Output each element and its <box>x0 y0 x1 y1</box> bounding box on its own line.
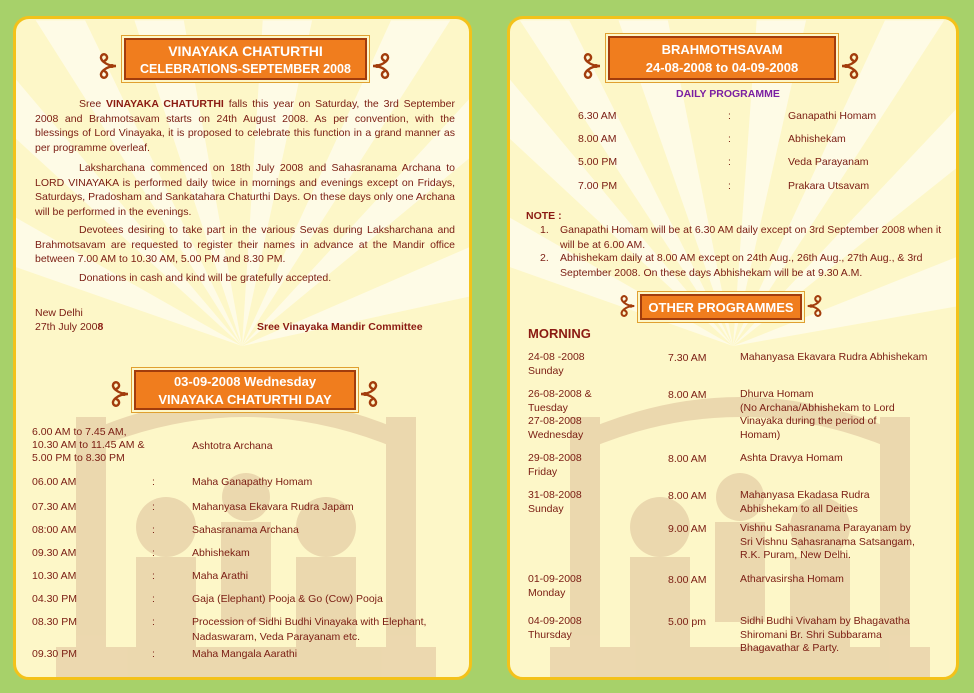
daily-separator: : <box>728 110 731 122</box>
programme-time: 7.30 AM <box>668 352 707 364</box>
programme-event: Mahanyasa Ekadasa Rudra Abhishekam to all Deities <box>740 489 870 515</box>
daily-time: 5.00 PM <box>578 156 618 168</box>
programme-time: 5.00 pm <box>668 616 706 628</box>
programme-event: Atharvasirsha Homam <box>740 573 844 585</box>
archana-time: 6.00 AM to 7.45 AM, 10.30 AM to 11.45 AM & 5.00 PM to 8.30 PM <box>32 426 145 464</box>
daily-separator: : <box>728 156 731 168</box>
programme-date: 31-08-2008 Sunday <box>528 489 582 515</box>
schedule-event: Mahanyasa Ekavara Rudra Japam <box>192 501 354 513</box>
archana-event: Ashtotra Archana <box>192 440 273 452</box>
daily-event: Abhishekam <box>788 133 846 145</box>
schedule-separator: : <box>152 476 155 488</box>
letter-date-text: 27th July 200 <box>35 321 98 333</box>
intro-text-post: falls this year on Saturday, the 3rd September 2008 and Brahmotsavam starts on 24th August 2008. As per convention, with the blessings of Lord Vinayaka, it is proposed to celebrate this function in a grand manner as per programme overleaf. <box>35 98 455 154</box>
schedule-time: 06.00 AM <box>32 476 77 488</box>
right-panel <box>507 16 959 680</box>
schedule-event: Gaja (Elephant) Pooja & Go (Cow) Pooja <box>192 593 383 605</box>
programme-time: 8.00 AM <box>668 490 707 502</box>
swirl-ornament-right-icon <box>806 295 828 317</box>
schedule-event: Abhishekam <box>192 547 250 559</box>
banner-title: VINAYAKA CHATURTHI <box>168 43 323 59</box>
schedule-separator: : <box>152 616 155 628</box>
schedule-event: Maha Mangala Aarathi <box>192 648 298 660</box>
daily-separator: : <box>728 180 731 192</box>
schedule-separator: : <box>152 648 155 660</box>
programme-time: 8.00 AM <box>668 453 707 465</box>
schedule-time: 07.30 AM <box>32 501 77 513</box>
swirl-ornament-left-icon <box>614 295 636 317</box>
daily-event: Veda Parayanam <box>788 156 869 168</box>
programme-event: Dhurva Homam (No Archana/Abhishekam to Lord Vinayaka during the period of Homam) <box>740 388 895 441</box>
programme-time: 8.00 AM <box>668 389 707 401</box>
daily-separator: : <box>728 133 731 145</box>
daily-time: 6.30 AM <box>578 110 617 122</box>
swirl-ornament-right-icon <box>359 381 385 407</box>
letter-date-bold: 8 <box>97 321 104 333</box>
schedule-event: Maha Arathi <box>192 570 249 582</box>
programme-date: 01-09-2008 Monday <box>528 573 582 599</box>
schedule-separator: : <box>152 570 155 582</box>
programme-date: 26-08-2008 & Tuesday 27-08-2008 Wednesday <box>528 388 592 441</box>
swirl-ornament-right-icon <box>371 53 397 79</box>
note-text: Abhishekam daily at 8.00 AM except on 24th Aug., 26th Aug., 27th Aug., & 3rd September 2008. On these days Abhishekam will be at 9.30 A.M. <box>560 252 923 279</box>
swirl-ornament-right-icon <box>840 53 866 79</box>
schedule-separator: : <box>152 524 155 536</box>
left-panel <box>13 16 472 680</box>
letter-date <box>35 320 103 335</box>
note-label: NOTE : <box>526 210 562 222</box>
other-programmes-banner: OTHER PROGRAMMES <box>640 294 802 320</box>
celebrations-banner <box>124 38 367 80</box>
note-number: 1. <box>540 224 549 236</box>
banner-subtitle: 24-08-2008 to 04-09-2008 <box>645 60 799 75</box>
schedule-time: 04.30 PM <box>32 593 77 605</box>
daily-programme-title: DAILY PROGRAMME <box>676 88 780 100</box>
laksharchana-paragraph: Laksharchana commenced on 18th July 2008 and Sahasranama Archana to LORD VINAYAKA is performed daily twice in mornings and evenings except on Fridays, Saturdays, Pradosham and Sankatahara Chaturthi Days. On these days only one Archana will be performed in the evenings. <box>35 162 455 218</box>
schedule-event: Sahasranama Archana <box>192 524 299 536</box>
schedule-event: Maha Ganapathy Homam <box>192 476 313 488</box>
programme-event: Vishnu Sahasranama Parayanam by Sri Vishnu Sahasranama Satsangam, R.K. Puram, New Delhi. <box>740 522 915 561</box>
daily-event: Ganapathi Homam <box>788 110 877 122</box>
banner-title: BRAHMOTHSAVAM <box>661 42 783 57</box>
schedule-time: 08.30 PM <box>32 616 77 628</box>
schedule-time: 09.30 AM <box>32 547 77 559</box>
programme-time: 9.00 AM <box>668 523 707 535</box>
swirl-ornament-left-icon <box>576 53 602 79</box>
intro-text-pre: Sree <box>79 98 107 110</box>
morning-heading: MORNING <box>528 326 591 341</box>
schedule-separator: : <box>152 547 155 559</box>
schedule-separator: : <box>152 593 155 605</box>
donations-paragraph: Donations in cash and kind will be gratefully accepted. <box>79 272 332 284</box>
banner-subtitle: CELEBRATIONS-SEPTEMBER 2008 <box>140 62 351 76</box>
swirl-ornament-left-icon <box>92 53 118 79</box>
schedule-time: 10.30 AM <box>32 570 77 582</box>
signature: Sree Vinayaka Mandir Committee <box>257 321 423 333</box>
chaturthi-day-banner <box>134 370 356 410</box>
devotees-paragraph: Devotees desiring to take part in the various Sevas during Laksharchana and Brahmotsavam are requested to register their names in advance at the Mandir office between 7.00 AM to 10.30 AM, 5.00 PM and 8.30 PM. <box>35 224 455 265</box>
intro-text-bold: VINAYAKA CHATURTHI <box>106 98 224 110</box>
programme-date: 04-09-2008 Thursday <box>528 615 582 641</box>
programme-date: 29-08-2008 Friday <box>528 452 582 478</box>
schedule-time: 08:00 AM <box>32 524 77 536</box>
banner-title: 03-09-2008 Wednesday <box>173 374 317 389</box>
programme-event: Mahanyasa Ekavara Rudra Abhishekam <box>740 351 928 363</box>
daily-time: 7.00 PM <box>578 180 618 192</box>
place: New Delhi <box>35 307 83 319</box>
note-number: 2. <box>540 252 549 264</box>
schedule-event: Procession of Sidhi Budhi Vinayaka with Elephant, Nadaswaram, Veda Parayanam etc. <box>192 616 427 643</box>
schedule-separator: : <box>152 501 155 513</box>
programme-event: Ashta Dravya Homam <box>740 452 843 464</box>
daily-event: Prakara Utsavam <box>788 180 870 192</box>
intro-paragraph <box>35 97 455 155</box>
banner-subtitle: VINAYAKA CHATURTHI DAY <box>158 392 332 407</box>
schedule-time: 09.30 PM <box>32 648 77 660</box>
programme-event: Sidhi Budhi Vivaham by Bhagavatha Shiromani Br. Shri Subbarama Bhagavathar & Party. <box>740 615 910 654</box>
brahmothsavam-banner <box>608 36 836 80</box>
daily-time: 8.00 AM <box>578 133 617 145</box>
note-text: Ganapathi Homam will be at 6.30 AM daily except on 3rd September 2008 when it will be at 6.00 AM. <box>560 224 942 251</box>
swirl-ornament-left-icon <box>104 381 130 407</box>
programme-date: 24-08 -2008 Sunday <box>528 351 585 377</box>
programme-time: 8.00 AM <box>668 574 707 586</box>
